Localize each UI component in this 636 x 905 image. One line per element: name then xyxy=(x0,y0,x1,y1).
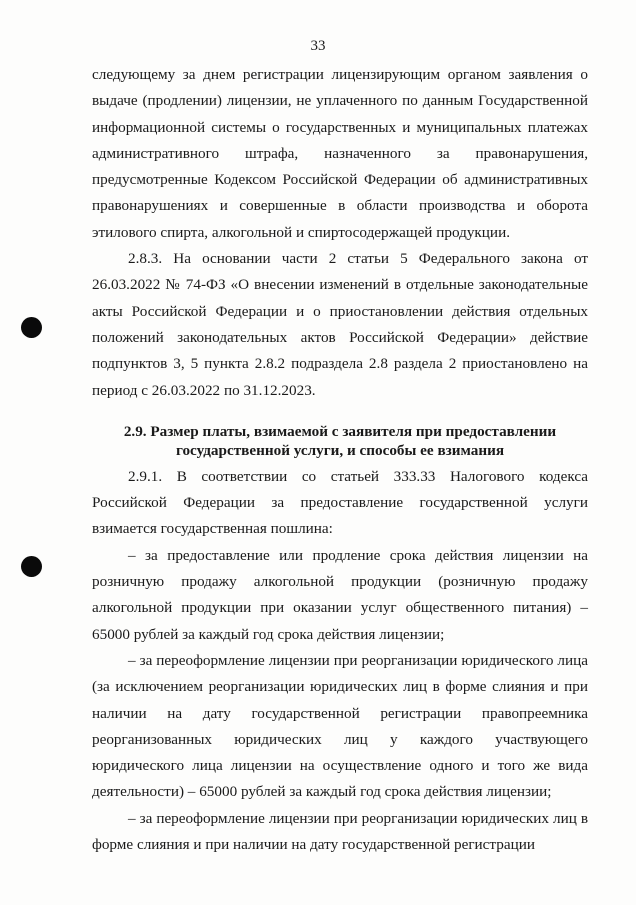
section-heading xyxy=(92,422,588,460)
document-body xyxy=(92,62,588,858)
page-number: 33 xyxy=(310,38,326,54)
punch-hole-mark xyxy=(21,556,42,577)
paragraph: следующему за днем регистрации лицензирующим органом заявления о выдаче (продлении) лицензии, не уплаченного по данным Государственной информационной системы о государственных и муниципальных платежах административного штрафа, назначенного за правонарушения, предусмотренные Кодексом Российской Федерации об административных правонарушениях и совершенные в области производства и оборота этилового спирта, алкогольной и спиртосодержащей продукции. xyxy=(92,66,588,241)
paragraph: – за переоформление лицензии при реорганизации юридического лица (за исключением реорганизации юридических лиц в форме слияния и при наличии на дату государственной регистрации правопреемника реорганизованных юридических лиц у каждого участвующего юридического лица лицензии на осуществление одного и того же вида деятельности) – 65000 рублей за каждый год срока действия лицензии; xyxy=(92,651,588,801)
paragraph: 2.9.1. В соответствии со статьей 333.33 Налогового кодекса Российской Федерации за предоставление государственной услуги взимается государственная пошлина: xyxy=(92,467,588,538)
section-heading-line: 2.9. Размер платы, взимаемой с заявителя при предоставлении xyxy=(123,422,557,440)
punch-hole-mark xyxy=(21,317,42,338)
paragraph: – за предоставление или продление срока действия лицензии на розничную продажу алкогольной продукции (розничную продажу алкогольной продукции при оказании услуг общественного питания) – 65000 рублей за каждый год срока действия лицензии; xyxy=(92,546,588,643)
paragraph: – за переоформление лицензии при реорганизации юридических лиц в форме слияния и при наличии на дату государственной регистрации xyxy=(92,809,588,854)
section-heading-line: государственной услуги, и способы ее взимания xyxy=(175,441,505,459)
paragraph: 2.8.3. На основании части 2 статьи 5 Федерального закона от 26.03.2022 № 74-ФЗ «О внесении изменений в отдельные законодательные акты Российской Федерации и о приостановлении действия отдельных положений законодательных актов Российской Федерации» действие подпунктов 3, 5 пункта 2.8.2 подраздела 2.8 раздела 2 приостановлено на период с 26.03.2022 по 31.12.2023. xyxy=(92,250,588,399)
